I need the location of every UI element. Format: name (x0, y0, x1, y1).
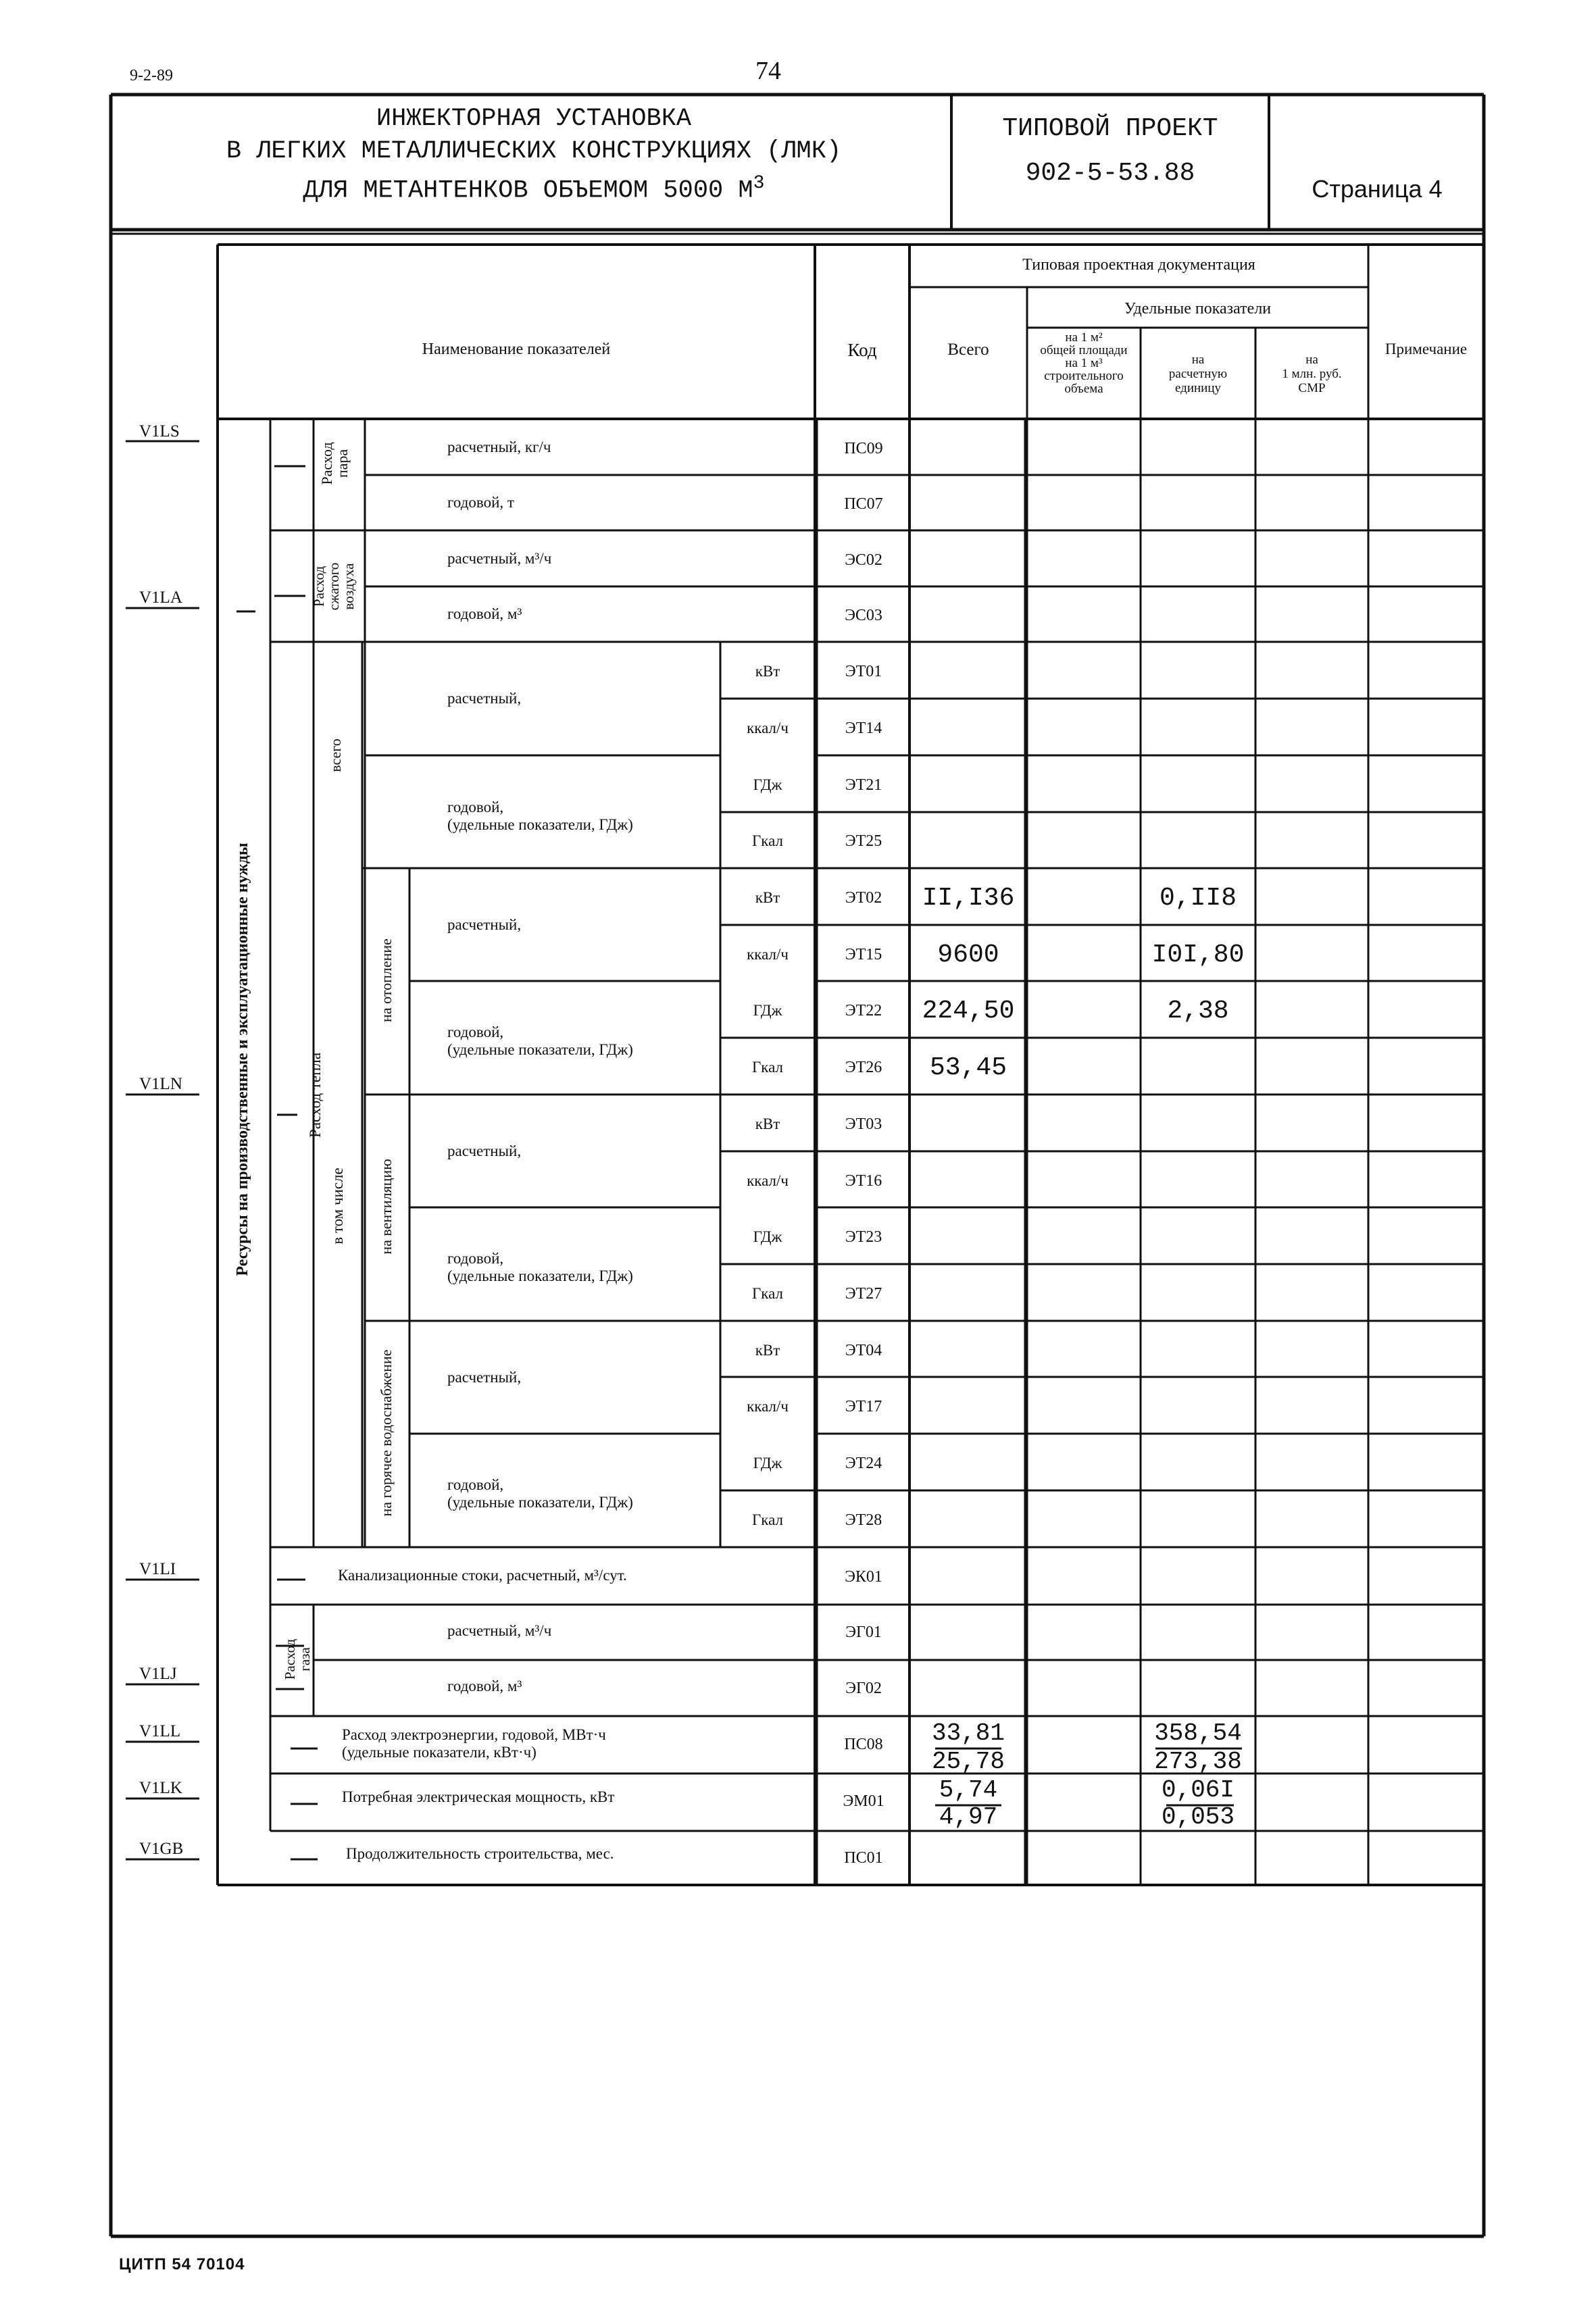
per-unit-line-2: расчетную (1168, 367, 1228, 381)
code-et17: ЭТ17 (845, 1398, 882, 1415)
row-label-ps09: расчетный, кг/ч (447, 438, 551, 455)
ventilation-annual-2: (удельные показатели, ГДж) (447, 1267, 633, 1284)
ventilation-annual-1: годовой, (447, 1250, 504, 1267)
per-unit-et22: 2,38 (1167, 997, 1229, 1026)
unit-et14: ккал/ч (747, 720, 789, 736)
row-label-em01: Потребная электрическая мощность, кВт (342, 1788, 615, 1805)
per-area-line-1: на 1 м² (1065, 330, 1103, 345)
per-unit-et15: I0I,80 (1151, 940, 1245, 970)
air-label-3: воздуха (341, 563, 357, 610)
total-ps08-specific: 25,78 (931, 1748, 1005, 1776)
heat-label: Расход тепла (307, 1052, 324, 1138)
heat-total-annual-2: (удельные показатели, ГДж) (447, 816, 633, 833)
gas-label (282, 1626, 320, 1693)
page-number: 74 (755, 57, 781, 85)
row-label-ps08 (342, 1726, 606, 1761)
row-label-ek01: Канализационные стоки, расчетный, м³/сут. (338, 1567, 627, 1584)
heat-total-calc: расчетный, (447, 690, 522, 707)
code-em01: ЭМ01 (843, 1792, 884, 1810)
row-label-ps07: годовой, т (447, 494, 514, 511)
header-name: Наименование показателей (422, 341, 611, 358)
row-label-eg02: годовой, м³ (447, 1678, 522, 1694)
code-et25: ЭТ25 (845, 832, 882, 850)
heating-annual-1: годовой, (447, 1024, 504, 1040)
row-label-ps01: Продолжительность строительства, мес. (346, 1845, 614, 1862)
code-eg01: ЭГ01 (845, 1624, 882, 1641)
total-et15: 9600 (937, 940, 999, 970)
side-code-v1lk: V1LK (139, 1779, 182, 1797)
per-unit-em01: 0,06I (1161, 1776, 1235, 1804)
header-per-mln (1255, 353, 1368, 395)
heating-label: на отопление (378, 938, 395, 1022)
code-et21: ЭТ21 (845, 776, 882, 794)
unit-et24: ГДж (753, 1455, 782, 1472)
hot-water-annual (447, 1476, 633, 1511)
unit-et22: ГДж (753, 1002, 782, 1019)
unit-et23: ГДж (753, 1228, 782, 1245)
row-label-ps08-1: Расход электроэнергии, годовой, МВт·ч (342, 1726, 606, 1743)
unit-et03: кВт (755, 1115, 780, 1132)
total-em01: 5,74 (939, 1776, 998, 1804)
per-unit-line-3: единицу (1174, 381, 1222, 395)
resources-label: Ресурсы на производственные и эксплуатационные нужды (234, 842, 251, 1276)
air-label-1: Расход (311, 565, 327, 607)
header-code: Код (847, 340, 877, 360)
steam-label (319, 423, 359, 504)
side-code-v1gb: V1GB (139, 1840, 184, 1858)
per-mln-line-2: 1 млн. руб. (1282, 367, 1342, 381)
side-code-v1lj: V1LJ (139, 1665, 177, 1683)
ventilation-label: на вентиляцию (378, 1159, 395, 1255)
code-et23: ЭТ23 (845, 1228, 882, 1246)
title-block (176, 103, 892, 207)
total-et02: II,I36 (922, 884, 1015, 913)
heat-total-annual (447, 799, 633, 834)
side-code-v1ln: V1LN (139, 1075, 182, 1093)
gas-label-1: Расход (282, 1638, 298, 1680)
unit-et26: Гкал (751, 1059, 783, 1076)
unit-et04: кВт (755, 1342, 780, 1359)
heat-total-label: всего (327, 738, 344, 772)
code-et02: ЭТ02 (845, 889, 882, 907)
code-ps08: ПС08 (844, 1736, 883, 1753)
ventilation-annual (447, 1250, 633, 1285)
gas-label-2: газа (297, 1647, 314, 1671)
title-line-3 (176, 168, 892, 207)
code-ps01: ПС01 (844, 1849, 883, 1867)
air-label (311, 536, 368, 637)
unit-et25: Гкал (751, 832, 783, 849)
row-label-eg01: расчетный, м³/ч (447, 1622, 552, 1639)
heating-annual-2: (удельные показатели, ГДж) (447, 1041, 633, 1058)
total-et26: 53,45 (929, 1053, 1007, 1082)
steam-label-1: Расход (318, 442, 335, 485)
unit-et28: Гкал (751, 1511, 783, 1528)
hot-water-label: на горячее водоснабжение (378, 1349, 395, 1517)
unit-et15: ккал/ч (747, 946, 789, 963)
heating-calc: расчетный, (447, 916, 522, 933)
per-area-line-3: на 1 м³ (1065, 356, 1103, 370)
title-line-2: В ЛЕГКИХ МЕТАЛЛИЧЕСКИХ КОНСТРУКЦИЯХ (ЛМК) (226, 137, 842, 166)
unit-et02: кВт (755, 889, 780, 906)
unit-et01: кВт (755, 663, 780, 680)
title-superscript: 3 (753, 173, 765, 194)
code-et15: ЭТ15 (845, 946, 882, 963)
per-unit-line-1: на (1191, 353, 1205, 367)
per-area-line-4: строительного (1044, 369, 1124, 383)
header-specific: Удельные показатели (1124, 300, 1272, 318)
series-code: 9-2-89 (130, 67, 173, 84)
ventilation-calc: расчетный, (447, 1142, 522, 1159)
project-label: ТИПОВОЙ ПРОЕКТ (1002, 114, 1218, 143)
side-code-v1li: V1LI (139, 1560, 176, 1578)
footer-code: ЦИТП 54 70104 (119, 2255, 245, 2273)
code-et14: ЭТ14 (845, 720, 882, 737)
code-et27: ЭТ27 (845, 1285, 882, 1303)
header-per-area (1027, 331, 1141, 395)
heat-total-annual-1: годовой, (447, 799, 504, 815)
per-mln-line-3: СМР (1298, 381, 1326, 395)
code-es03: ЭС03 (845, 607, 882, 624)
per-area-line-5: объема (1064, 382, 1103, 396)
code-et22: ЭТ22 (845, 1002, 882, 1020)
air-label-2: сжатого (326, 562, 343, 611)
project-number: 902-5-53.88 (1025, 159, 1195, 188)
per-area-line-2: общей площади (1040, 343, 1128, 357)
per-unit-et02: 0,II8 (1159, 884, 1237, 913)
per-unit-ps08: 358,54 (1154, 1719, 1242, 1747)
sheet-label: Страница 4 (1312, 175, 1443, 203)
per-unit-em01-specific: 0,053 (1161, 1803, 1235, 1831)
code-ps07: ПС07 (844, 495, 883, 513)
side-code-v1ll: V1LL (139, 1722, 181, 1740)
code-et24: ЭТ24 (845, 1455, 882, 1472)
code-ek01: ЭК01 (845, 1568, 882, 1586)
total-et22: 224,50 (922, 997, 1015, 1026)
code-et16: ЭТ16 (845, 1172, 882, 1190)
code-et03: ЭТ03 (845, 1115, 882, 1133)
total-ps08: 33,81 (931, 1719, 1005, 1747)
unit-et27: Гкал (751, 1285, 783, 1302)
header-per-unit (1141, 353, 1255, 395)
total-em01-specific: 4,97 (939, 1803, 998, 1831)
code-es02: ЭС02 (845, 551, 882, 569)
steam-label-2: пара (334, 449, 351, 478)
side-code-v1ls: V1LS (139, 422, 180, 441)
code-et04: ЭТ04 (845, 1342, 882, 1359)
unit-et16: ккал/ч (747, 1172, 789, 1189)
code-ps09: ПС09 (844, 440, 883, 457)
row-label-es03: годовой, м³ (447, 605, 522, 622)
hot-water-calc: расчетный, (447, 1369, 522, 1386)
code-et01: ЭТ01 (845, 663, 882, 680)
heat-incl-label: в том числе (329, 1167, 346, 1244)
hot-water-annual-2: (удельные показатели, ГДж) (447, 1494, 633, 1511)
unit-et17: ккал/ч (747, 1398, 789, 1415)
header-doc-group: Типовая проектная документация (1022, 256, 1255, 274)
heating-annual (447, 1024, 633, 1059)
code-et26: ЭТ26 (845, 1059, 882, 1076)
hot-water-annual-1: годовой, (447, 1476, 504, 1493)
side-code-v1la: V1LA (139, 588, 182, 607)
per-mln-line-1: на (1305, 353, 1318, 367)
header-total: Всего (947, 341, 989, 359)
title-line-1: ИНЖЕКТОРНАЯ УСТАНОВКА (376, 105, 692, 133)
title-line-3-text: ДЛЯ МЕТАНТЕНКОВ ОБЪЕМОМ 5000 М (303, 176, 753, 205)
row-label-es02: расчетный, м³/ч (447, 550, 552, 567)
unit-et21: ГДж (753, 776, 782, 793)
per-unit-ps08-specific: 273,38 (1154, 1748, 1242, 1776)
code-eg02: ЭГ02 (845, 1680, 882, 1697)
code-et28: ЭТ28 (845, 1511, 882, 1529)
row-label-ps08-2: (удельные показатели, кВт·ч) (342, 1744, 537, 1761)
header-note: Примечание (1385, 341, 1468, 357)
